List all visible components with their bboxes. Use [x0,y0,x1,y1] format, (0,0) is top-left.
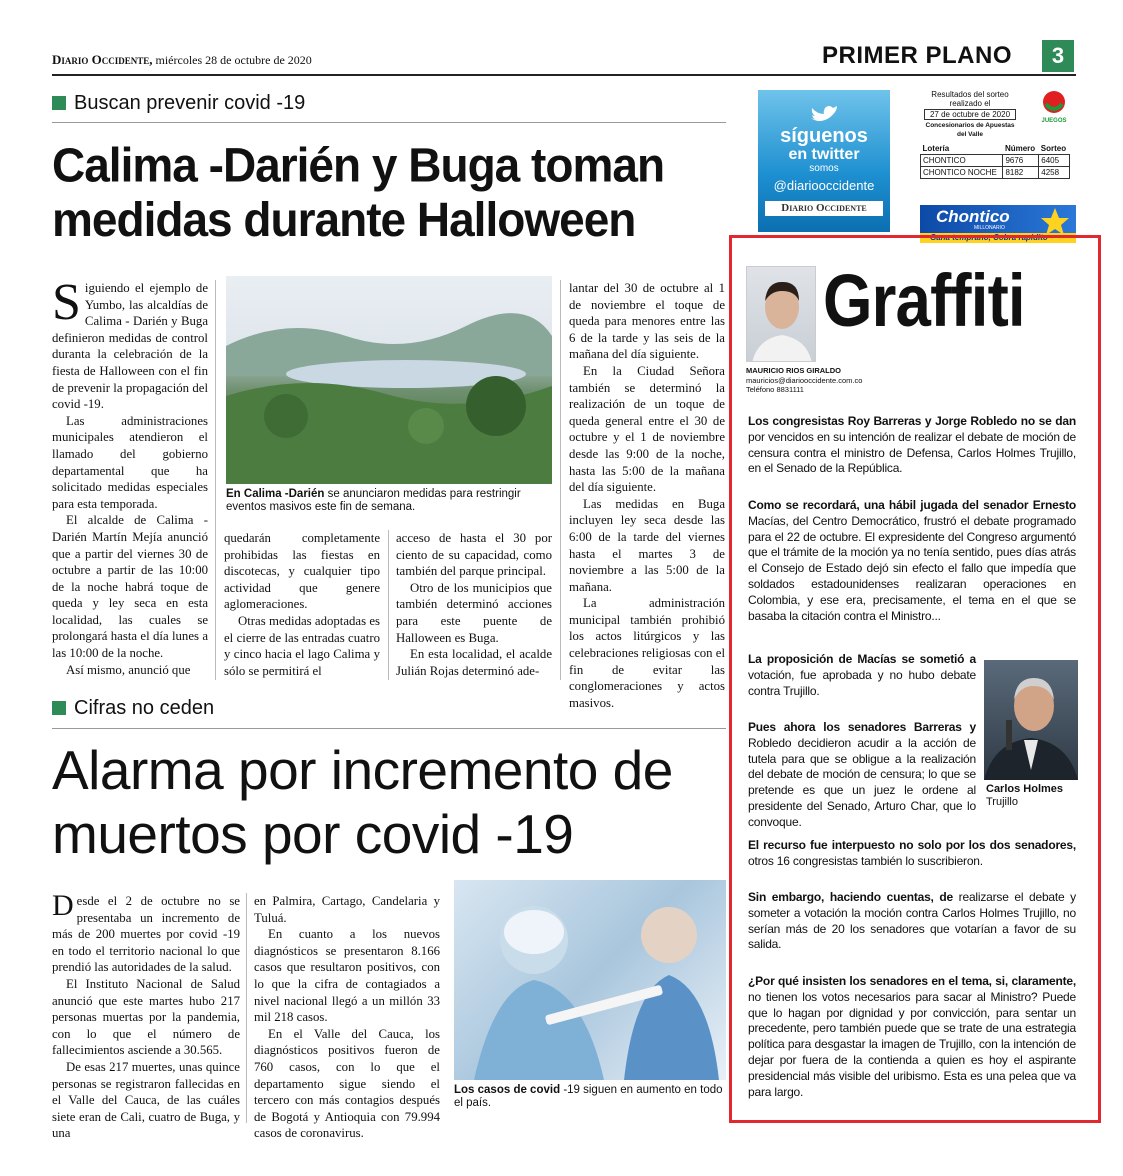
story1-col3: acceso de hasta el 30 por ciento de su capacidad, como también del parque principal. Otro de los municipios que también determinó acciones para este puente de Halloween es Buga. En esta localidad, el acalde Julián Rojas determinó ade- [396,531,552,678]
story1-col2: quedarán completamente prohibidas las fiestas en discotecas, y cualquier tipo actividad que genere aglomeraciones. Otras medidas adoptadas es el cierre de las entradas cuatro y cinco hacia el lago Calima y sólo se permitirá el [224,531,380,678]
page-number: 3 [1042,40,1074,72]
table-row: CHONTICO 9676 6405 [921,155,1070,167]
calima-lake-photo [226,276,552,484]
masthead-rule [52,74,1076,76]
graffiti-paragraph: La proposición de Macías se sometió a votación, fue aprobada y no hubo debate contra Trujillo. [748,652,976,698]
graffiti-paragraph: Como se recordará, una hábil jugada del senador Ernesto Macías, del Centro Democrático, frustró el debate programado para el 22 de octubre. El expresidente del Congreso argumentó que el trámite de la moción ya no tenía sentido, pues días atrás el Consejo de Estado dejó sin efecto el fallo que impedía que soldados estadounidenses realizaran operaciones en Colombia, y ese era, precisamente, el tema en el que se basaba la citación contra el Ministro... [748,498,1076,623]
lottery-results: Resultados del sorteo realizado el 27 de octubre de 2020 Concesionarios de Apuestas del Valle JUEGOS Lotería Número Sorteo CHONTICO 9676 6405 CHONTICO NOCHE 8182 4258 [920,90,1078,200]
trujillo-photo [984,660,1078,780]
lottery-table: Lotería Número Sorteo CHONTICO 9676 6405 CHONTICO NOCHE 8182 4258 [920,143,1070,179]
story1-kicker: Buscan prevenir covid -19 [52,92,305,115]
kicker-rule [52,728,726,729]
story1-caption: En Calima -Darién se anunciaron medidas para restringir eventos masivos este fin de semana. [226,488,521,513]
chontico-ad[interactable]: Chontico MILLONARIO Gana temprano, Cobra rapidito [920,205,1076,243]
graffiti-paragraph: Sin embargo, haciendo cuentas, de realizarse el debate y someter a votación la moción contra Carlos Holmes Trujillo, no serían más de 20 los senadores que votarían a favor de su salida. [748,890,1076,952]
graffiti-title: Graffiti [823,259,1025,342]
story1-col4: lantar del 30 de octubre al 1 de noviembre el toque de queda para menores entre las 6 de la tarde y las seis de la mañana del día siguiente. En la Ciudad Señora también se determinó la realización de un toque de queda general entre el 30 de octubre y el 1 de noviembre desde las 9:00 de la noche, hasta las 5:00 de la mañana del día siguiente. Las medidas en Buga incluyen ley seca desde las 6:00 de la tarde del viernes hasta el martes 3 de noviembre a las 5:00 de la mañana. La administración municipal también prohibió los actos litúrgicos y las celebraciones religiosas con el fin de evitar las conglomeraciones y actos masivos. [569,281,725,710]
lab-worker-photo [454,880,726,1080]
story2-caption: Los casos de covid -19 siguen en aumento en todo el país. [454,1084,723,1109]
paper-name: Diario Occidente, [52,52,153,67]
table-row: CHONTICO NOCHE 8182 4258 [921,167,1070,179]
section-name: PRIMER PLANO [822,42,1013,69]
author-photo [746,266,816,362]
story1-headline: Calima -Darién y Buga toman medidas durante Halloween [52,137,665,247]
story2-headline: Alarma por incremento de muertos por covid -19 [52,739,673,865]
story2-col2: en Palmira, Cartago, Candelaria y Tuluá. En cuanto a los nuevos diagnósticos se presentaron 8.166 casos que resultaron positivos, con lo que la cifra de contagiados a nivel nacional llegó a un millón 33 mil 218 casos. En el Valle del Cauca, los diagnósticos positivos fueron de 760 casos, con lo que el departamento sigue siendo el tercero con más contagios después de Bogotá y Antioquia con 79.994 casos de coronavirus. [254,894,440,1141]
story1-dropcap: S [52,274,81,331]
graffiti-paragraph: Los congresistas Roy Barreras y Jorge Robledo no se dan por vencidos en su intención de realizar el debate de moción de censura contra el ministro de Defensa, Carlos Holmes Trujillo, en el Senado de la República. [748,414,1076,476]
column-divider [246,893,247,1123]
graffiti-paragraph: Pues ahora los senadores Barreras y Robledo decidieron acudir a la acción de tutela para que se obligue a la realización del debate de moción de censura; lo que se pretende es que un juez le ordene al presidente del Senado, Arturo Char, que lo convoque. [748,720,976,829]
column-divider [388,530,389,680]
lottery-logo-icon: JUEGOS [1038,90,1070,122]
graffiti-paragraph: El recurso fue interpuesto no solo por los dos senadores, otros 16 congresistas también lo suscribieron. [748,838,1076,868]
twitter-bird-icon [758,104,890,126]
story2-kicker: Cifras no ceden [52,697,214,720]
story2-dropcap: D [52,889,74,922]
trujillo-caption: Carlos Holmes Trujillo [986,783,1064,808]
graffiti-paragraph: ¿Por qué insisten los senadores en el tema, si, claramente, no tienen los votos necesarios para sacar al Ministro? Puede que lo hagan por dignidad y por convicción, para sentar un precedente, pero también puede que se trate de una estrategia política para desgastar la imagen de Trujillo, con la intención de dejar por fuera de la contienda a quien es hoy el aspirante presidencial más visible del uribismo. Esta es una pelea que va para largo. [748,974,1076,1099]
column-divider [560,280,561,680]
twitter-ad[interactable]: síguenos en twitter somos @diariooccidente Diario Occidente [758,90,890,232]
story2-col1: D esde el 2 de octubre no se presentaba un incremento de más de 200 muertes por covid -19 en todo el territorio nacional lo que prendió las autoridades de la salud. El Instituto Nacional de Salud anunció que este martes hubo 217 personas muertas por la pandemia, con lo que el número de fallecimientos asciende a 30.565. De esas 217 muertes, unas quince personas se registraron fallecidas en el Valle del Cauca, de las cuáles siete eran de Cali, cuatro de Buga, y una [52,889,240,1141]
masthead [52,52,312,68]
author-info: MAURICIO RIOS GIRALDO mauricios@diariooccidente.com.co Teléfono 8831111 [746,366,863,394]
author-email-link[interactable]: mauricios@diariooccidente.com.co [746,375,863,385]
kicker-square-icon [52,96,66,110]
kicker-square-icon [52,701,66,715]
issue-date: miércoles 28 de octubre de 2020 [155,53,312,67]
column-divider [215,280,216,680]
kicker-rule [52,122,726,123]
story1-col1: S iguiendo el ejemplo de Yumbo, las alcaldías de Calima - Darién y Buga definieron medidas de control duranta la celebración de la fiesta de Halloween con el fin de prevenir la propagación del covid -19. Las administraciones municipales atendieron el llamado del gobierno departamental que ha solicitado medidas especiales para esta temporada. El alcalde de Calima - Darién Martín Mejía anunció que a partir del viernes 30 de octubre a partir de las 10:00 de la noche habrá toque de queda y ley seca en esta localidad, las cuales se prolongará hasta el día lunes a las 10:00 de la noche. Así mismo, anunció que [52,274,208,677]
